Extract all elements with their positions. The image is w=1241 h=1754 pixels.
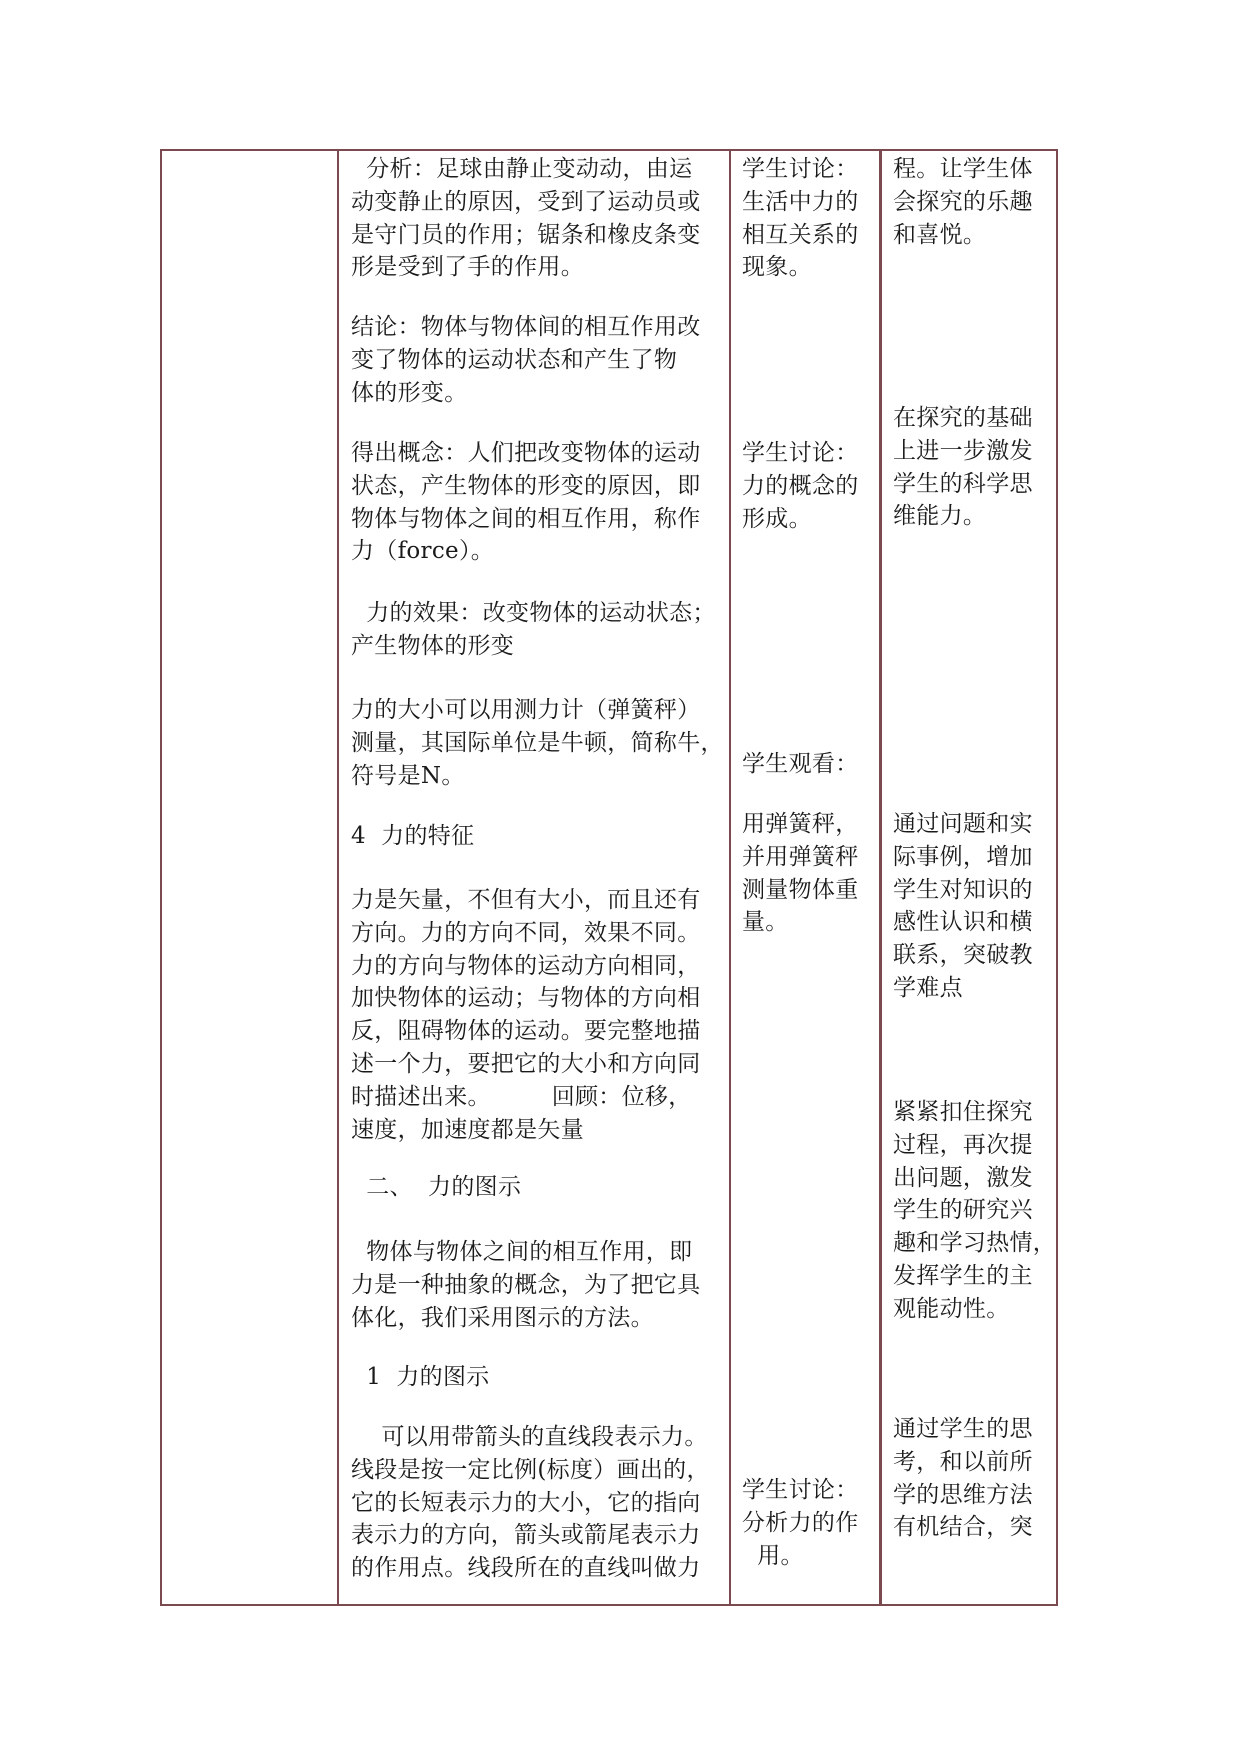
column-divider-2 [729,150,731,1606]
intent-paragraph-line: 维能力。 [893,503,987,530]
intent-paragraph-line: 联系，突破教 [893,942,1033,969]
table-right-border [1056,150,1058,1606]
content-paragraph-line: 物体与物体之间的相互作用，称作 [351,505,701,532]
intent-paragraph-line: 学的思维方法 [893,1481,1033,1508]
content-paragraph-line: 体的形变。 [351,379,468,406]
content-paragraph-line: 速度，加速度都是矢量 [351,1116,584,1143]
activity-paragraph-line: 力的概念的 [742,472,859,499]
activity-paragraph-line: 学生讨论： [742,1477,859,1503]
content-paragraph-line: 形是受到了手的作用。 [351,254,584,281]
intent-paragraph-line: 在探究的基础 [893,405,1033,431]
intent-paragraph-line: 上进一步激发 [893,437,1033,464]
content-paragraph-line: 状态，产生物体的形变的原因，即 [351,472,701,499]
activity-paragraph-line: 用弹簧秤， [742,811,859,837]
table-left-border [160,150,162,1606]
content-paragraph-line: 测量，其国际单位是牛顿，简称牛， [351,729,724,756]
content-paragraph-line: 表示力的方向，箭头或箭尾表示力 [351,1522,701,1549]
content-paragraph-line: 可以用带箭头的直线段表示力。 [351,1424,708,1450]
column-divider-3 [879,150,882,1606]
content-paragraph-line: 时描述出来。 回顾：位移， [351,1083,692,1110]
activity-paragraph-line: 测量物体重 [742,876,859,903]
content-paragraph-line: 1 力的图示 [351,1364,490,1390]
content-paragraph-line: 力是一种抽象的概念，为了把它具 [351,1271,701,1298]
content-paragraph-line: 加快物体的运动；与物体的方向相 [351,985,701,1012]
table-top-border [160,149,1058,151]
intent-paragraph-line: 学难点 [893,975,963,1001]
intent-paragraph-line: 际事例，增加 [893,843,1033,870]
intent-paragraph-line: 感性认识和横 [893,909,1033,936]
intent-paragraph-line: 学生的科学思 [893,470,1033,497]
content-paragraph-line: 动变静止的原因，受到了运动员或 [351,188,701,215]
intent-paragraph-line: 过程，再次提 [893,1131,1033,1158]
intent-paragraph-line: 通过问题和实 [893,811,1033,837]
content-paragraph-line: 力（force）。 [351,538,495,565]
content-paragraph-line: 物体与物体之间的相互作用，即 [351,1239,693,1265]
intent-paragraph-line: 有机结合，突 [893,1514,1033,1541]
content-paragraph-line: 方向。力的方向不同，效果不同。 [351,919,701,946]
intent-paragraph-line: 考，和以前所 [893,1448,1033,1475]
activity-paragraph-line: 学生观看： [742,751,859,777]
content-paragraph-line: 力的方向与物体的运动方向相同， [351,952,701,979]
table-bottom-border [160,1604,1058,1606]
content-paragraph-line: 是守门员的作用；锯条和橡皮条变 [351,221,701,248]
content-paragraph-line: 二、 力的图示 [351,1174,522,1200]
intent-paragraph-line: 学生的研究兴 [893,1197,1033,1224]
content-paragraph-line: 得出概念：人们把改变物体的运动 [351,440,701,466]
column-divider-1 [337,150,339,1606]
activity-paragraph-line: 分析力的作 [742,1509,859,1536]
activity-paragraph-line: 生活中力的 [742,188,859,215]
intent-paragraph-line: 学生对知识的 [893,876,1033,903]
content-paragraph-line: 述一个力，要把它的大小和方向同 [351,1051,701,1077]
content-paragraph-line: 的作用点。线段所在的直线叫做力 [351,1555,701,1582]
content-paragraph-line: 分析：足球由静止变动动，由运 [351,156,693,182]
content-paragraph-line: 反，阻碍物体的运动。要完整地描 [351,1018,701,1045]
content-paragraph-line: 符号是N。 [351,762,465,789]
content-paragraph-line: 结论：物体与物体间的相互作用改 [351,314,701,340]
intent-paragraph-line: 和喜悦。 [893,221,987,248]
activity-paragraph-line: 学生讨论： [742,440,859,466]
intent-paragraph-line: 观能动性。 [893,1295,1010,1322]
content-paragraph-line: 力是矢量，不但有大小，而且还有 [351,887,701,913]
activity-paragraph-line: 用。 [742,1542,804,1569]
intent-paragraph-line: 趣和学习热情， [893,1230,1057,1257]
intent-paragraph-line: 程。让学生体 [893,156,1033,182]
activity-paragraph-line: 学生讨论： [742,156,859,182]
intent-paragraph-line: 会探究的乐趣 [893,188,1033,215]
content-paragraph-line: 力的效果：改变物体的运动状态； [351,600,716,626]
intent-paragraph-line: 发挥学生的主 [893,1263,1033,1289]
content-paragraph-line: 4 力的特征 [351,823,475,849]
content-paragraph-line: 力的大小可以用测力计（弹簧秤） [351,697,701,723]
activity-paragraph-line: 形成。 [742,505,812,532]
content-paragraph-line: 变了物体的运动状态和产生了物 [351,346,678,373]
content-paragraph-line: 产生物体的形变 [351,632,515,659]
intent-paragraph-line: 通过学生的思 [893,1416,1033,1442]
activity-paragraph-line: 相互关系的 [742,221,859,248]
content-paragraph-line: 体化，我们采用图示的方法。 [351,1304,654,1331]
intent-paragraph-line: 紧紧扣住探究 [893,1099,1033,1125]
activity-paragraph-line: 现象。 [742,254,812,281]
intent-paragraph-line: 出问题，激发 [893,1164,1033,1191]
content-paragraph-line: 它的长短表示力的大小，它的指向 [351,1489,701,1516]
activity-paragraph-line: 量。 [742,909,789,936]
activity-paragraph-line: 并用弹簧秤 [742,843,859,870]
content-paragraph-line: 线段是按一定比例(标度）画出的， [351,1456,710,1483]
